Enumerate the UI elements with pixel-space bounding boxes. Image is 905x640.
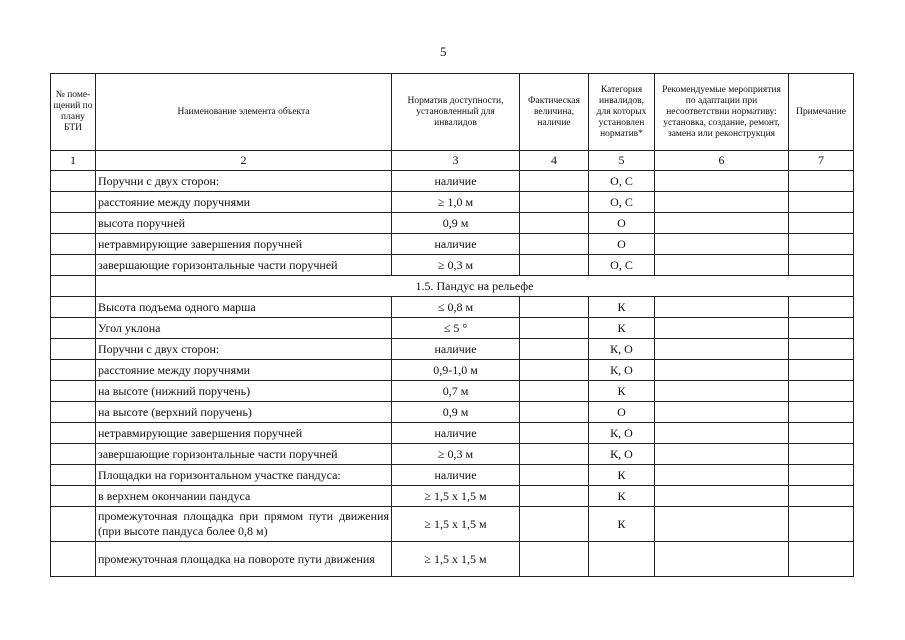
cell-room-number <box>51 171 96 192</box>
cell-norm: ≥ 1,0 м <box>392 192 520 213</box>
cell-room-number <box>51 234 96 255</box>
cell-element-name: завершающие горизонтальные части поручней <box>96 444 392 465</box>
cell-actual-value <box>520 423 589 444</box>
cell-room-number <box>51 507 96 542</box>
cell-norm: ≤ 0,8 м <box>392 297 520 318</box>
cell-norm: ≥ 1,5 х 1,5 м <box>392 486 520 507</box>
table-row <box>51 255 854 276</box>
page-number: 5 <box>440 44 447 59</box>
cell-note <box>789 486 854 507</box>
cell-actual-value <box>520 318 589 339</box>
cell-note <box>789 339 854 360</box>
cell-category: К, О <box>589 339 655 360</box>
cell-category: К, О <box>589 423 655 444</box>
cell-actual-value <box>520 542 589 577</box>
cell-actual-value <box>520 192 589 213</box>
column-number: 2 <box>96 151 392 171</box>
accessibility-table <box>50 73 854 577</box>
cell-element-name: нетравмирующие завершения поручней <box>96 423 392 444</box>
cell-category: О, С <box>589 192 655 213</box>
cell-actual-value <box>520 297 589 318</box>
cell-element-name: промежуточная площадка при прямом пути движения (при высоте пандуса более 0,8 м) <box>96 507 392 542</box>
cell-element-name: на высоте (верхний поручень) <box>96 402 392 423</box>
cell-recommended-measures <box>655 318 789 339</box>
section-row <box>51 276 854 297</box>
cell-room-number <box>51 318 96 339</box>
cell-recommended-measures <box>655 192 789 213</box>
header-category: Категория инвалидов, для которых установлен норматив* <box>589 74 655 151</box>
cell-category: К <box>589 486 655 507</box>
header-actual-value: Фактическая величина, наличие <box>520 74 589 151</box>
column-number: 5 <box>589 151 655 171</box>
cell-norm: ≥ 1,5 х 1,5 м <box>392 507 520 542</box>
cell-category: К <box>589 381 655 402</box>
table-row <box>51 465 854 486</box>
header-row <box>51 74 854 151</box>
cell-element-name: на высоте (нижний поручень) <box>96 381 392 402</box>
column-numbers-row <box>51 151 854 171</box>
cell-actual-value <box>520 234 589 255</box>
cell-actual-value <box>520 444 589 465</box>
header-room-number: № поме-щений по плану БТИ <box>51 74 96 151</box>
cell-note <box>789 297 854 318</box>
table-row <box>51 402 854 423</box>
cell-actual-value <box>520 213 589 234</box>
table-row <box>51 542 854 577</box>
cell-element-name: промежуточная площадка на повороте пути движения <box>96 542 392 577</box>
cell-category: К, О <box>589 360 655 381</box>
table-row <box>51 213 854 234</box>
cell-note <box>789 444 854 465</box>
cell-note <box>789 234 854 255</box>
cell-element-name: в верхнем окончании пандуса <box>96 486 392 507</box>
cell-note <box>789 192 854 213</box>
section-title: 1.5. Пандус на рельефе <box>96 276 854 297</box>
column-number: 1 <box>51 151 96 171</box>
cell-actual-value <box>520 486 589 507</box>
table-row <box>51 339 854 360</box>
cell-recommended-measures <box>655 339 789 360</box>
cell-note <box>789 381 854 402</box>
cell-norm: наличие <box>392 339 520 360</box>
cell-note <box>789 402 854 423</box>
cell-category: О, С <box>589 171 655 192</box>
cell-recommended-measures <box>655 507 789 542</box>
cell-norm: 0,9 м <box>392 402 520 423</box>
cell-note <box>789 171 854 192</box>
column-number: 3 <box>392 151 520 171</box>
cell-actual-value <box>520 465 589 486</box>
table-row <box>51 360 854 381</box>
header-element-name: Наименование элемента объекта <box>96 74 392 151</box>
cell-norm: 0,9-1,0 м <box>392 360 520 381</box>
cell-note <box>789 423 854 444</box>
cell-recommended-measures <box>655 465 789 486</box>
cell-recommended-measures <box>655 444 789 465</box>
cell-norm: ≥ 0,3 м <box>392 444 520 465</box>
cell-room-number <box>51 213 96 234</box>
table-row <box>51 318 854 339</box>
cell-norm: наличие <box>392 423 520 444</box>
cell-category: К <box>589 507 655 542</box>
cell-element-name: Угол уклона <box>96 318 392 339</box>
cell-room-number <box>51 423 96 444</box>
cell-recommended-measures <box>655 423 789 444</box>
table-row <box>51 423 854 444</box>
header-note: Примечание <box>789 74 854 151</box>
cell-room-number <box>51 542 96 577</box>
cell-norm: наличие <box>392 171 520 192</box>
cell-recommended-measures <box>655 234 789 255</box>
table-row <box>51 444 854 465</box>
cell-note <box>789 318 854 339</box>
cell-element-name: нетравмирующие завершения поручней <box>96 234 392 255</box>
cell-recommended-measures <box>655 213 789 234</box>
cell-room-number <box>51 297 96 318</box>
cell-note <box>789 542 854 577</box>
cell-category <box>589 542 655 577</box>
header-norm: Норматив доступности, установленный для инвалидов <box>392 74 520 151</box>
cell-element-name: высота поручней <box>96 213 392 234</box>
cell-actual-value <box>520 402 589 423</box>
header-recommended-measures: Рекомендуемые мероприятия по адаптации при несоответствии нормативу: установка, создание, ремонт, замена или реконструкция <box>655 74 789 151</box>
cell-element-name: завершающие горизонтальные части поручней <box>96 255 392 276</box>
cell-category: О, С <box>589 255 655 276</box>
cell-actual-value <box>520 381 589 402</box>
table-row <box>51 297 854 318</box>
cell-category: К <box>589 297 655 318</box>
cell-element-name: Поручни с двух сторон: <box>96 339 392 360</box>
cell-norm: наличие <box>392 234 520 255</box>
cell-element-name: расстояние между поручнями <box>96 192 392 213</box>
cell-recommended-measures <box>655 381 789 402</box>
table-row <box>51 507 854 542</box>
cell-element-name: расстояние между поручнями <box>96 360 392 381</box>
column-number: 7 <box>789 151 854 171</box>
column-number: 4 <box>520 151 589 171</box>
cell-room-number <box>51 486 96 507</box>
cell-recommended-measures <box>655 360 789 381</box>
cell-recommended-measures <box>655 486 789 507</box>
cell-category: О <box>589 402 655 423</box>
cell-recommended-measures <box>655 542 789 577</box>
cell-category: О <box>589 234 655 255</box>
cell-actual-value <box>520 360 589 381</box>
cell-element-name: Высота подъема одного марша <box>96 297 392 318</box>
cell-note <box>789 213 854 234</box>
cell-room-number <box>51 360 96 381</box>
cell-norm: 0,7 м <box>392 381 520 402</box>
cell-norm: наличие <box>392 465 520 486</box>
cell-norm: 0,9 м <box>392 213 520 234</box>
table-row <box>51 486 854 507</box>
cell-norm: ≥ 1,5 х 1,5 м <box>392 542 520 577</box>
table-row <box>51 234 854 255</box>
cell-recommended-measures <box>655 255 789 276</box>
cell-element-name: Поручни с двух сторон: <box>96 171 392 192</box>
table-row <box>51 192 854 213</box>
cell-room-number <box>51 465 96 486</box>
cell-note <box>789 507 854 542</box>
cell-recommended-measures <box>655 297 789 318</box>
cell-room-number <box>51 255 96 276</box>
table-row <box>51 171 854 192</box>
cell-room-number <box>51 192 96 213</box>
cell-category: К, О <box>589 444 655 465</box>
cell-note <box>789 360 854 381</box>
cell-actual-value <box>520 507 589 542</box>
cell-category: К <box>589 318 655 339</box>
cell-norm: ≥ 0,3 м <box>392 255 520 276</box>
cell-recommended-measures <box>655 402 789 423</box>
cell-room-number <box>51 276 96 297</box>
cell-actual-value <box>520 255 589 276</box>
table-row <box>51 381 854 402</box>
cell-actual-value <box>520 171 589 192</box>
cell-room-number <box>51 381 96 402</box>
cell-category: О <box>589 213 655 234</box>
cell-note <box>789 465 854 486</box>
cell-recommended-measures <box>655 171 789 192</box>
column-number: 6 <box>655 151 789 171</box>
cell-note <box>789 255 854 276</box>
cell-element-name: Площадки на горизонтальном участке пандуса: <box>96 465 392 486</box>
cell-room-number <box>51 402 96 423</box>
cell-room-number <box>51 339 96 360</box>
cell-norm: ≤ 5 ° <box>392 318 520 339</box>
cell-category: К <box>589 465 655 486</box>
cell-room-number <box>51 444 96 465</box>
cell-actual-value <box>520 339 589 360</box>
